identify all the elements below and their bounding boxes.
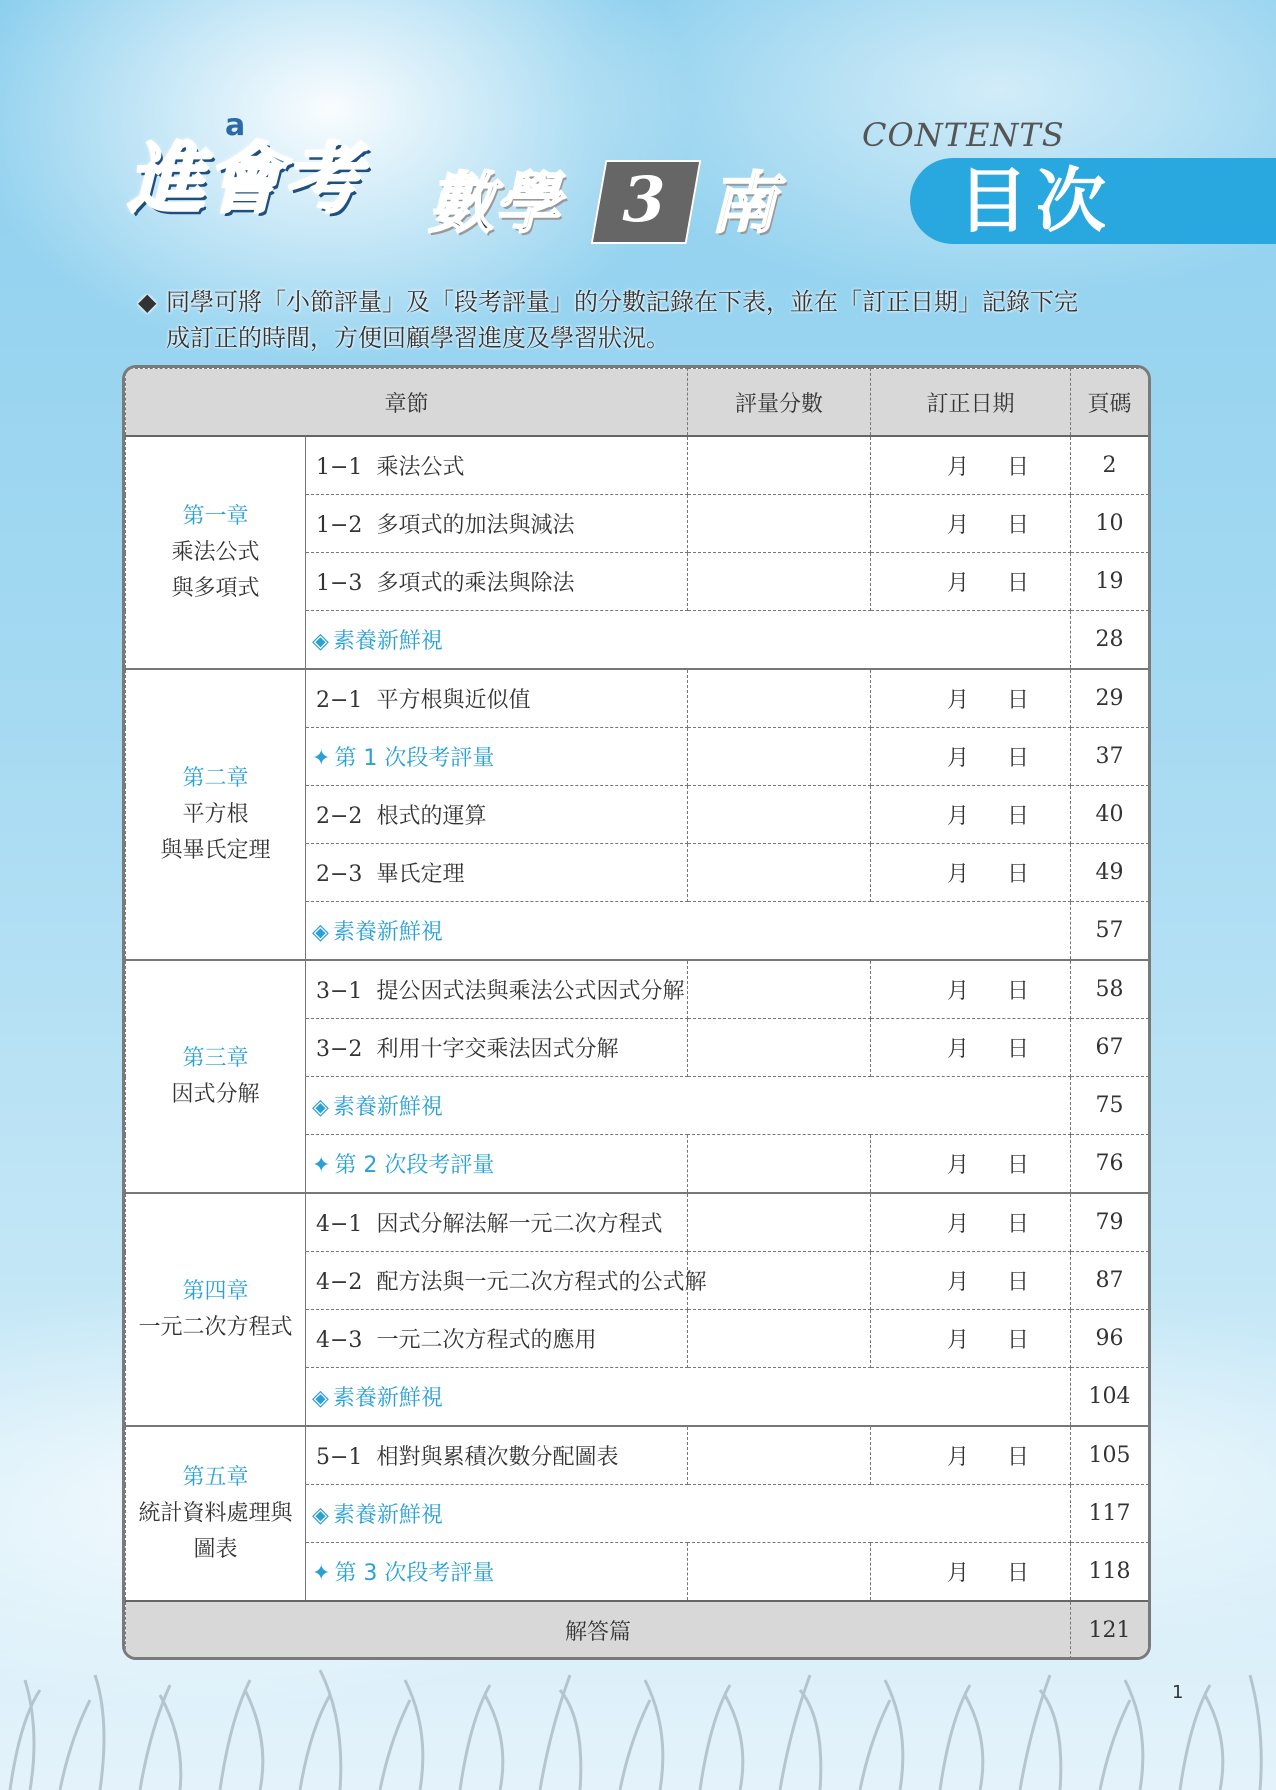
chapter-4-cell xyxy=(126,1193,306,1426)
date-cell[interactable]: 月 日 xyxy=(871,844,1071,902)
section-title[interactable]: 2−2 根式的運算 xyxy=(306,786,688,844)
date-cell[interactable]: 月 日 xyxy=(871,786,1071,844)
literacy-section[interactable]: ◈ 素養新鮮視 xyxy=(306,1077,1071,1135)
date-cell[interactable]: 月 日 xyxy=(871,1135,1071,1194)
contents-label-en: CONTENTS xyxy=(862,116,1065,154)
page-number: 58 xyxy=(1071,960,1149,1019)
instruction-note xyxy=(138,284,1148,356)
literacy-section[interactable]: ◈ 素養新鮮視 xyxy=(306,611,1071,670)
answer-section[interactable]: 解答篇 xyxy=(126,1601,1071,1659)
chapter-label: 第三章 xyxy=(182,1045,249,1071)
literacy-section[interactable]: ◈ 素養新鮮視 xyxy=(306,1368,1071,1427)
edition-label: 南 xyxy=(710,165,776,242)
chapter-title: 統計資料處理與 xyxy=(138,1500,293,1526)
literacy-section[interactable]: ◈ 素養新鮮視 xyxy=(306,902,1071,961)
chapter-title: 乘法公式 xyxy=(171,539,260,565)
subject-title: 數學 xyxy=(428,165,560,242)
chapter-label: 第五章 xyxy=(182,1464,249,1490)
page-number: 49 xyxy=(1071,844,1149,902)
date-cell[interactable]: 月 日 xyxy=(871,669,1071,728)
page-number: 118 xyxy=(1071,1543,1149,1602)
chapter-label: 第二章 xyxy=(182,765,249,791)
section-title[interactable]: 3−1 提公因式法與乘法公式因式分解 xyxy=(306,960,688,1019)
page-number: 75 xyxy=(1071,1077,1149,1135)
page-number: 29 xyxy=(1071,669,1149,728)
header-date: 訂正日期 xyxy=(871,369,1071,437)
diamond-icon: ◈ xyxy=(312,1386,329,1411)
exam-section[interactable]: ✦ 第 1 次段考評量 xyxy=(306,728,688,786)
chapter-3-cell xyxy=(126,960,306,1193)
score-cell[interactable] xyxy=(688,553,871,611)
note-line-2: 成訂正的時間，方便回顧學習進度及學習狀況。 xyxy=(166,324,670,352)
score-cell[interactable] xyxy=(688,1135,871,1194)
score-cell[interactable] xyxy=(688,786,871,844)
section-title[interactable]: 2−3 畢氏定理 xyxy=(306,844,688,902)
section-title[interactable]: 1−1 乘法公式 xyxy=(306,436,688,495)
exam-section[interactable]: ✦ 第 3 次段考評量 xyxy=(306,1543,688,1602)
page-number: 2 xyxy=(1071,436,1149,495)
page-number: 105 xyxy=(1071,1426,1149,1485)
chapter-title: 一元二次方程式 xyxy=(138,1314,293,1340)
page-number-footer: 1 xyxy=(1172,1682,1184,1703)
star-icon: ✦ xyxy=(312,746,331,771)
score-cell[interactable] xyxy=(688,669,871,728)
page-number: 37 xyxy=(1071,728,1149,786)
chapter-title: 因式分解 xyxy=(171,1081,260,1107)
section-title[interactable]: 4−2 配方法與一元二次方程式的公式解 xyxy=(306,1252,688,1310)
section-title[interactable]: 1−2 多項式的加法與減法 xyxy=(306,495,688,553)
date-cell[interactable]: 月 日 xyxy=(871,728,1071,786)
grass-decoration xyxy=(0,1660,1276,1790)
diamond-icon: ◈ xyxy=(312,1503,329,1528)
score-cell[interactable] xyxy=(688,495,871,553)
score-cell[interactable] xyxy=(688,1019,871,1077)
header-chapter: 章節 xyxy=(126,369,688,437)
header-score: 評量分數 xyxy=(688,369,871,437)
page-number: 28 xyxy=(1071,611,1149,670)
page-number: 10 xyxy=(1071,495,1149,553)
logo-superscript: a xyxy=(225,108,246,143)
page-number: 87 xyxy=(1071,1252,1149,1310)
diamond-bullet-icon: ◆ xyxy=(138,288,157,316)
date-cell[interactable]: 月 日 xyxy=(871,1543,1071,1602)
date-cell[interactable]: 月 日 xyxy=(871,960,1071,1019)
score-cell[interactable] xyxy=(688,728,871,786)
page-number: 121 xyxy=(1071,1601,1149,1659)
score-cell[interactable] xyxy=(688,1426,871,1485)
score-cell[interactable] xyxy=(688,1543,871,1602)
date-cell[interactable]: 月 日 xyxy=(871,495,1071,553)
date-cell[interactable]: 月 日 xyxy=(871,1310,1071,1368)
volume-number: 3 xyxy=(622,163,666,236)
star-icon: ✦ xyxy=(312,1153,331,1178)
date-cell[interactable]: 月 日 xyxy=(871,1252,1071,1310)
contents-table xyxy=(122,365,1151,1660)
score-cell[interactable] xyxy=(688,960,871,1019)
star-icon: ✦ xyxy=(312,1561,331,1586)
chapter-5-cell xyxy=(126,1426,306,1601)
contents-title: 目次 xyxy=(958,160,1114,242)
page-number: 96 xyxy=(1071,1310,1149,1368)
chapter-title: 圖表 xyxy=(193,1536,238,1562)
date-cell[interactable]: 月 日 xyxy=(871,1019,1071,1077)
date-cell[interactable]: 月 日 xyxy=(871,553,1071,611)
section-title[interactable]: 4−3 一元二次方程式的應用 xyxy=(306,1310,688,1368)
exam-section[interactable]: ✦ 第 2 次段考評量 xyxy=(306,1135,688,1194)
score-cell[interactable] xyxy=(688,1252,871,1310)
page-number: 57 xyxy=(1071,902,1149,961)
date-cell[interactable]: 月 日 xyxy=(871,1426,1071,1485)
score-cell[interactable] xyxy=(688,436,871,495)
score-cell[interactable] xyxy=(688,1193,871,1252)
section-title[interactable]: 3−2 利用十字交乘法因式分解 xyxy=(306,1019,688,1077)
chapter-2-cell xyxy=(126,669,306,960)
date-cell[interactable]: 月 日 xyxy=(871,436,1071,495)
page-number: 76 xyxy=(1071,1135,1149,1194)
section-title[interactable]: 2−1 平方根與近似值 xyxy=(306,669,688,728)
section-title[interactable]: 1−3 多項式的乘法與除法 xyxy=(306,553,688,611)
diamond-icon: ◈ xyxy=(312,629,329,654)
chapter-label: 第四章 xyxy=(182,1278,249,1304)
chapter-title: 平方根 xyxy=(182,801,249,827)
page-number: 67 xyxy=(1071,1019,1149,1077)
section-title[interactable]: 5−1 相對與累積次數分配圖表 xyxy=(306,1426,688,1485)
literacy-section[interactable]: ◈ 素養新鮮視 xyxy=(306,1485,1071,1543)
page-number: 40 xyxy=(1071,786,1149,844)
chapter-label: 第一章 xyxy=(182,503,249,529)
note-line-1: 同學可將「小節評量」及「段考評量」的分數記錄在下表，並在「訂正日期」記錄下完 xyxy=(166,288,1078,316)
diamond-icon: ◈ xyxy=(312,920,329,945)
page-number: 79 xyxy=(1071,1193,1149,1252)
chapter-1-cell xyxy=(126,436,306,669)
series-logo: 進會考 xyxy=(128,134,362,223)
diamond-icon: ◈ xyxy=(312,1095,329,1120)
header-page: 頁碼 xyxy=(1071,369,1149,437)
page-number: 117 xyxy=(1071,1485,1149,1543)
chapter-title: 與畢氏定理 xyxy=(160,837,271,863)
score-cell[interactable] xyxy=(688,844,871,902)
page-number: 19 xyxy=(1071,553,1149,611)
section-title[interactable]: 4−1 因式分解法解一元二次方程式 xyxy=(306,1193,688,1252)
date-cell[interactable]: 月 日 xyxy=(871,1193,1071,1252)
chapter-title: 與多項式 xyxy=(171,575,260,601)
score-cell[interactable] xyxy=(688,1310,871,1368)
page-number: 104 xyxy=(1071,1368,1149,1427)
